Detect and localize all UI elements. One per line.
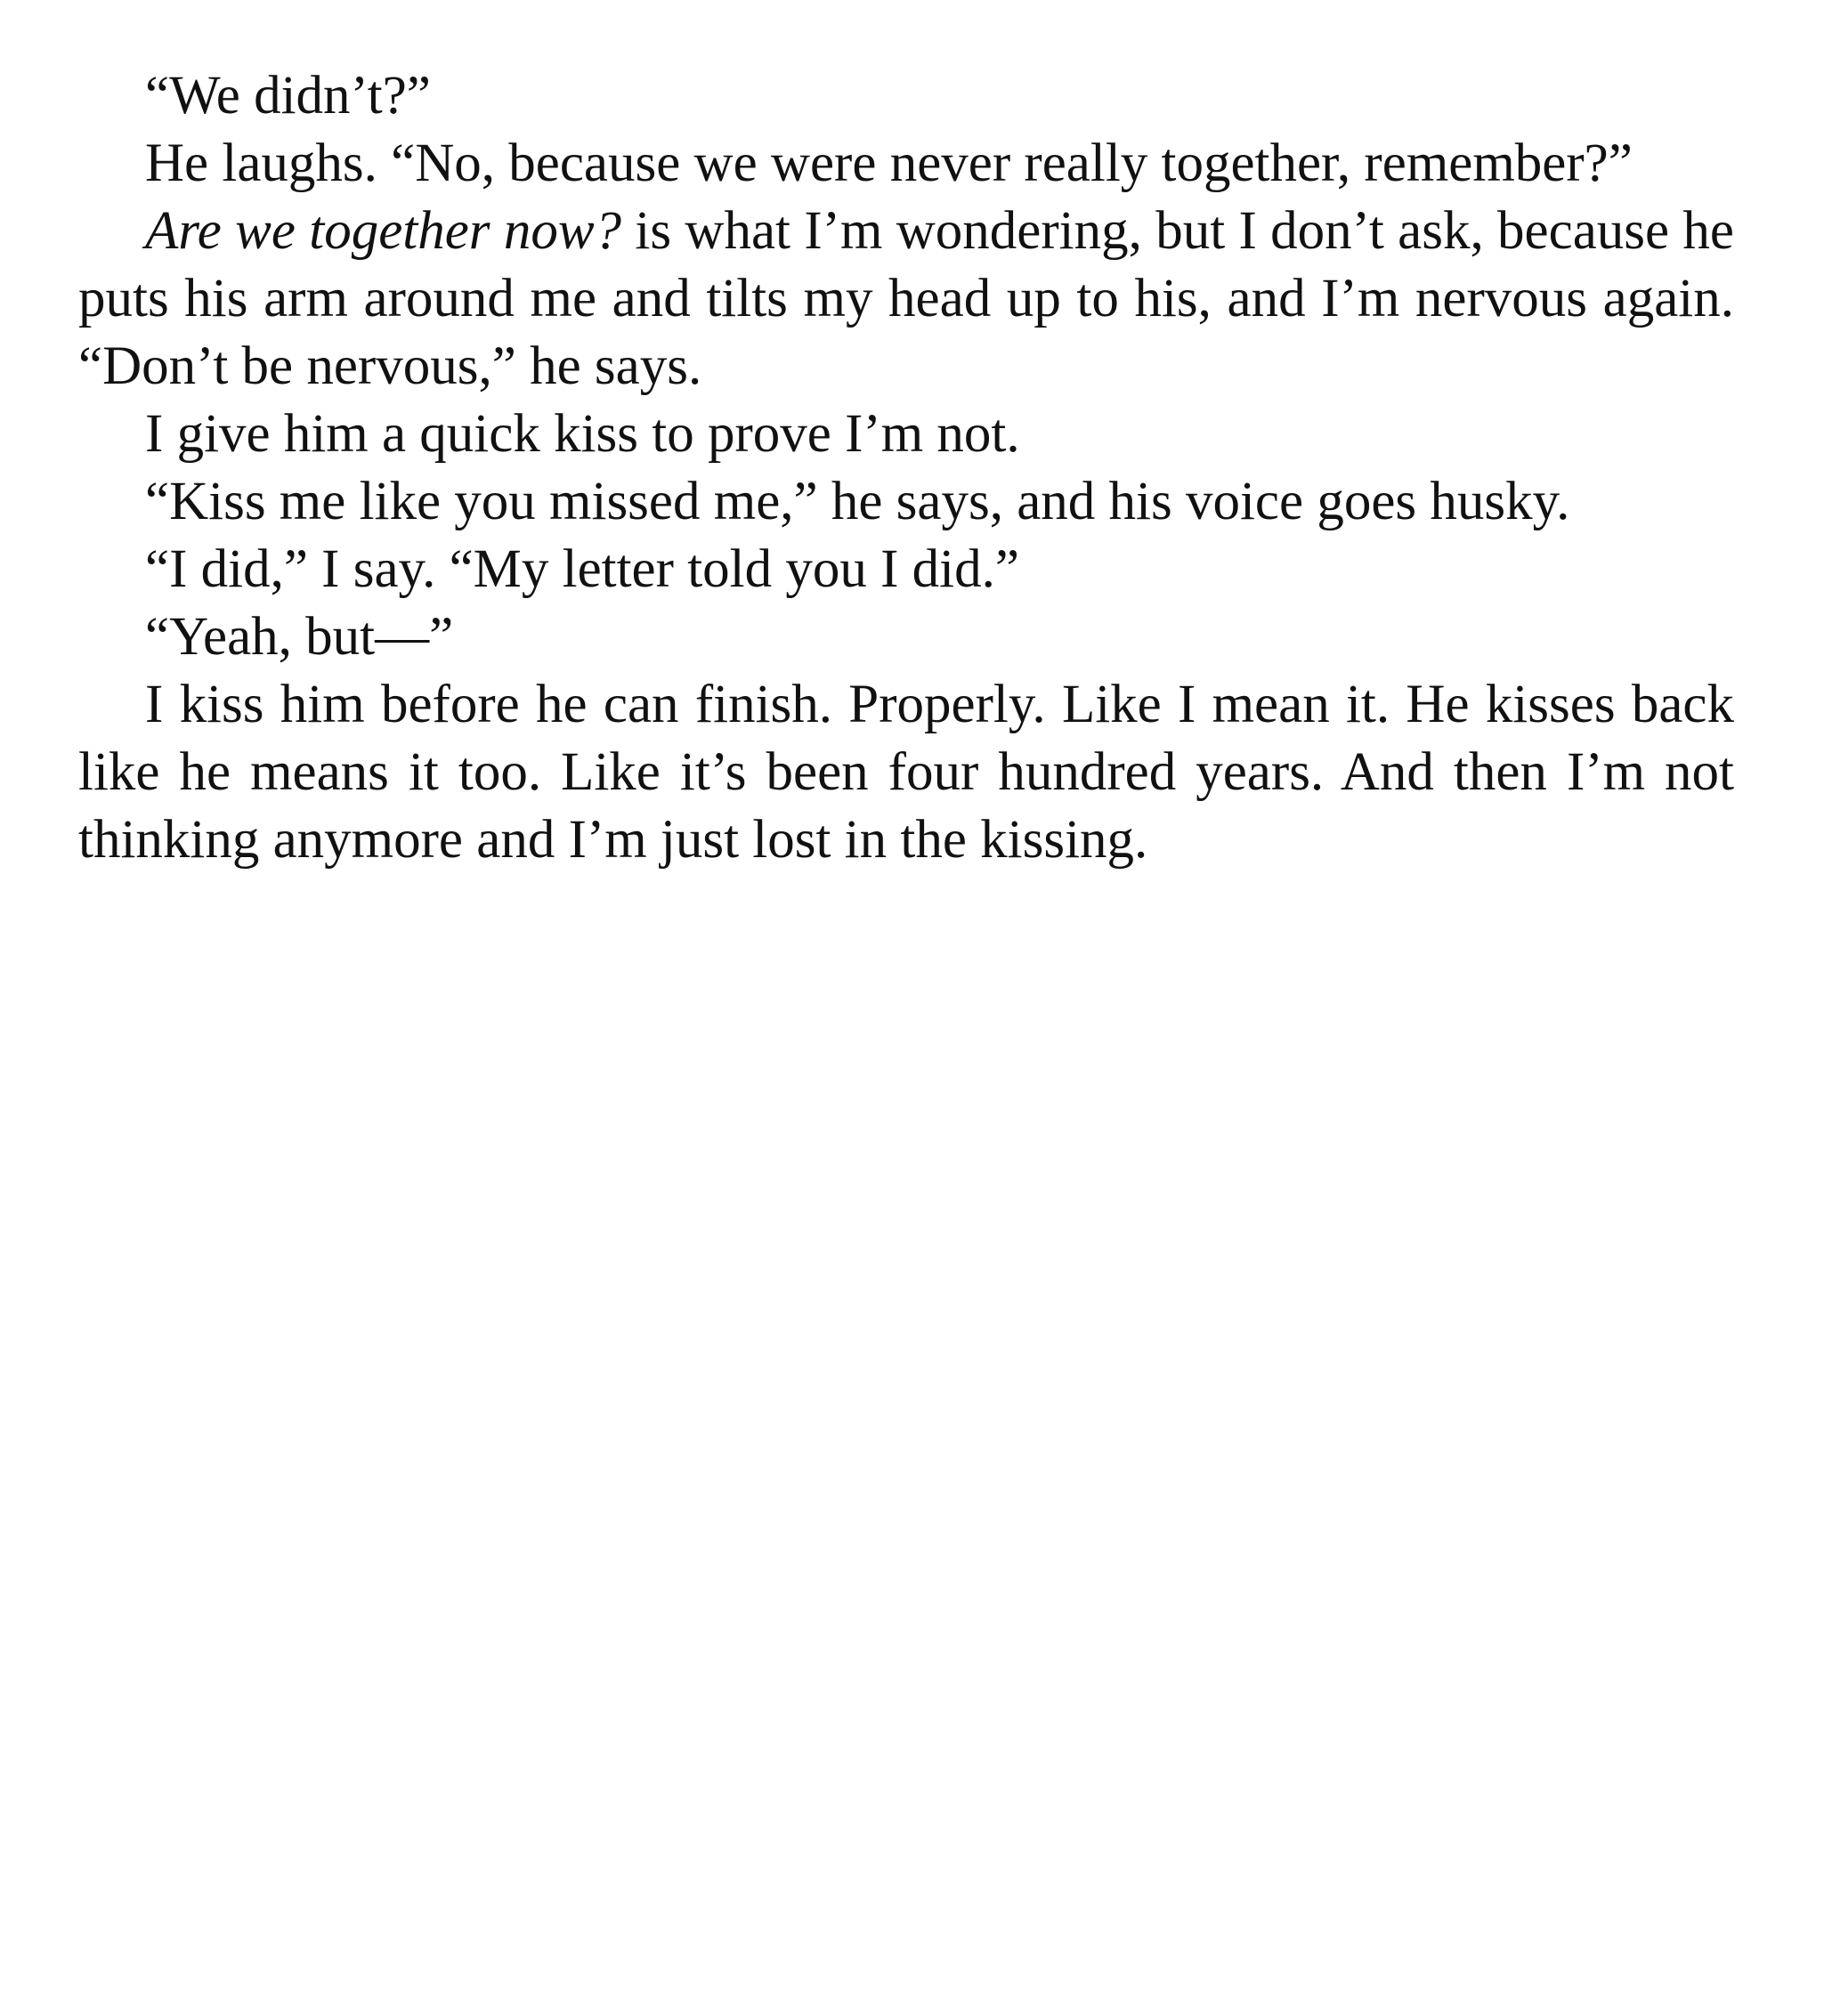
paragraph-1: “We didn’t?” [145, 66, 431, 125]
paragraph-6: “I did,” I say. “My letter told you I did.” [145, 539, 1019, 599]
book-page [78, 62, 1734, 874]
paragraph-3 [78, 198, 1734, 401]
italic-phrase: Are we together now? [145, 201, 622, 261]
paragraph-7: “Yeah, but—” [145, 607, 454, 667]
paragraph-2: He laughs. “No, because we were never really together, remember?” [145, 134, 1633, 193]
paragraph-4: I give him a quick kiss to prove I’m not. [145, 404, 1020, 464]
paragraph-5: “Kiss me like you missed me,” he says, and his voice goes husky. [145, 472, 1570, 531]
paragraph-3-body: is what I’m wondering, but I don’t ask, because he puts his arm around me and tilts my head up to his, and I’m nervous again. “Don’t be nervous,” he says. [78, 201, 1734, 396]
paragraph-8: I kiss him before he can finish. Properly. Like I mean it. He kisses back like he means it too. Like it’s been four hundred years. And then I’m not thinking anymore and I’m just lost in the kissing. [78, 675, 1734, 870]
